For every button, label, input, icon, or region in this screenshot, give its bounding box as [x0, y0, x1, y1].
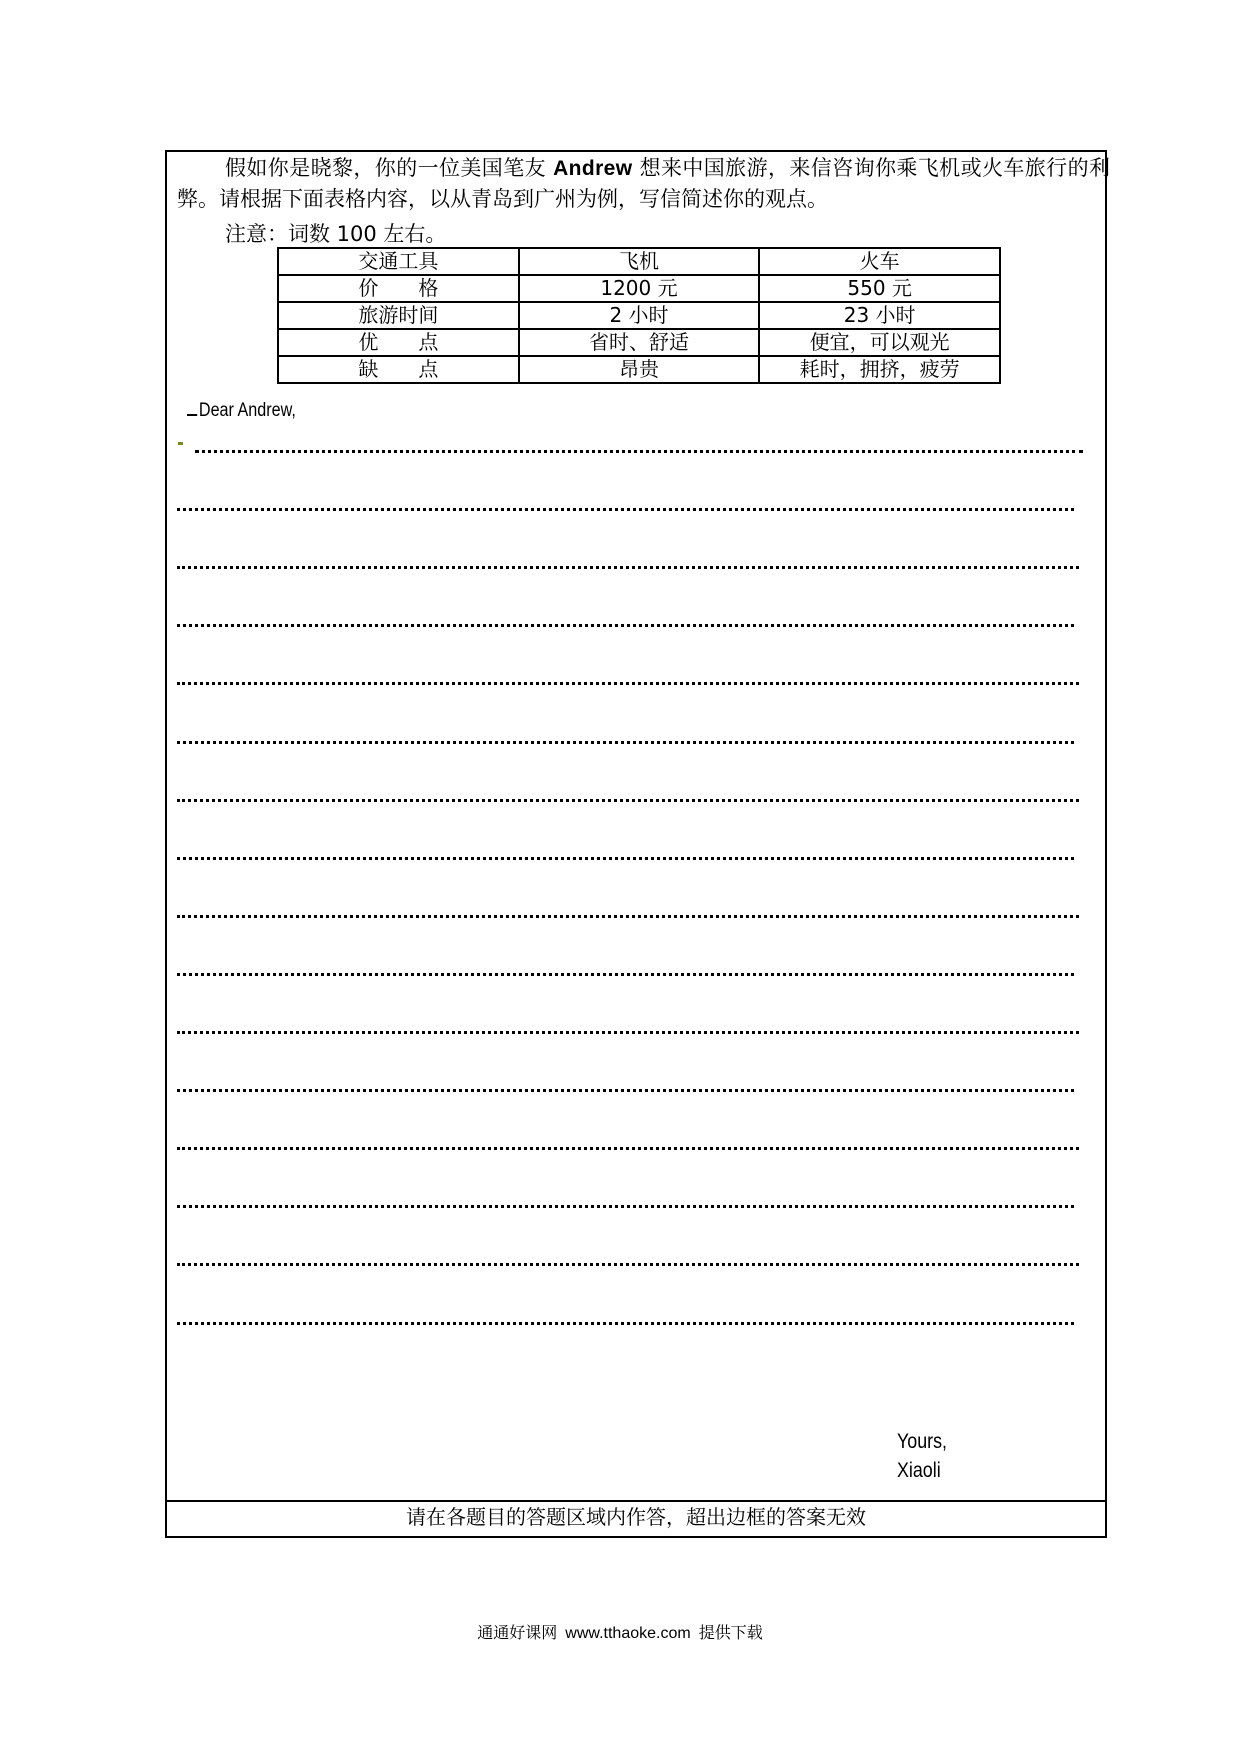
- table-row: [278, 275, 1000, 302]
- download-credit: [0, 1620, 1240, 1643]
- letter-closing: Yours,: [897, 1430, 947, 1453]
- letter-signature: Xiaoli: [897, 1459, 941, 1482]
- table-cell: 价 格: [278, 275, 519, 302]
- answer-notice: 请在各题目的答题区域内作答，超出边框的答案无效: [167, 1500, 1105, 1536]
- prompt-text-b: 想来中国旅游，来信咨询你乘飞机或火车旅行的利: [639, 156, 1111, 180]
- greeting-text: Dear Andrew,: [198, 400, 296, 421]
- table-cell: 缺 点: [278, 356, 519, 383]
- answer-line[interactable]: [177, 1147, 1079, 1150]
- pen-pal-name: Andrew: [553, 157, 633, 180]
- answer-line[interactable]: [177, 1031, 1079, 1034]
- table-cell: 耗时，拥挤，疲劳: [759, 356, 1000, 383]
- answer-line[interactable]: [177, 508, 1074, 511]
- answer-line[interactable]: [177, 624, 1074, 627]
- table-cell: 便宜，可以观光: [759, 329, 1000, 356]
- prompt-text-a: 假如你是晓黎，你的一位美国笔友: [225, 156, 546, 180]
- answer-line[interactable]: [177, 915, 1079, 918]
- answer-line[interactable]: [195, 450, 1083, 453]
- answer-line[interactable]: [177, 1205, 1074, 1208]
- answer-line[interactable]: [177, 1263, 1079, 1266]
- table-cell: 旅游时间: [278, 302, 519, 329]
- table-row: [278, 356, 1000, 383]
- letter-greeting: [187, 400, 296, 422]
- table-cell: 省时、舒适: [519, 329, 760, 356]
- table-cell: 飞机: [519, 248, 760, 275]
- answer-line[interactable]: [177, 1322, 1074, 1325]
- comparison-table: [277, 247, 1001, 384]
- table-cell: 火车: [759, 248, 1000, 275]
- prompt-line-2: 弊。请根据下面表格内容，以从青岛到广州为例，写信简述你的观点。: [177, 187, 828, 211]
- table-cell: 550 元: [759, 275, 1000, 302]
- table-cell: 2 小时: [519, 302, 760, 329]
- answer-line[interactable]: [177, 741, 1074, 744]
- answer-line[interactable]: [177, 566, 1079, 569]
- answer-line[interactable]: [177, 799, 1079, 802]
- table-cell: 23 小时: [759, 302, 1000, 329]
- credit-suffix: 提供下载: [698, 1623, 763, 1642]
- table-cell: 交通工具: [278, 248, 519, 275]
- table-row: [278, 302, 1000, 329]
- answer-line[interactable]: [177, 973, 1074, 976]
- answer-line[interactable]: [177, 682, 1079, 685]
- greeting-underline: [187, 414, 197, 416]
- answer-line[interactable]: [177, 857, 1074, 860]
- table-cell: 优 点: [278, 329, 519, 356]
- prompt-line-1: [177, 156, 1111, 181]
- answer-frame: [165, 150, 1111, 1538]
- prompt-note: 注意：词数 100 左右。: [225, 222, 447, 246]
- answer-line[interactable]: [177, 1089, 1074, 1092]
- credit-url[interactable]: www.tthaoke.com: [565, 1625, 691, 1642]
- credit-site-name: 通通好课网: [477, 1623, 558, 1642]
- margin-mark: [178, 442, 183, 445]
- table-cell: 1200 元: [519, 275, 760, 302]
- table-row: [278, 329, 1000, 356]
- table-row: [278, 248, 1000, 275]
- table-cell: 昂贵: [519, 356, 760, 383]
